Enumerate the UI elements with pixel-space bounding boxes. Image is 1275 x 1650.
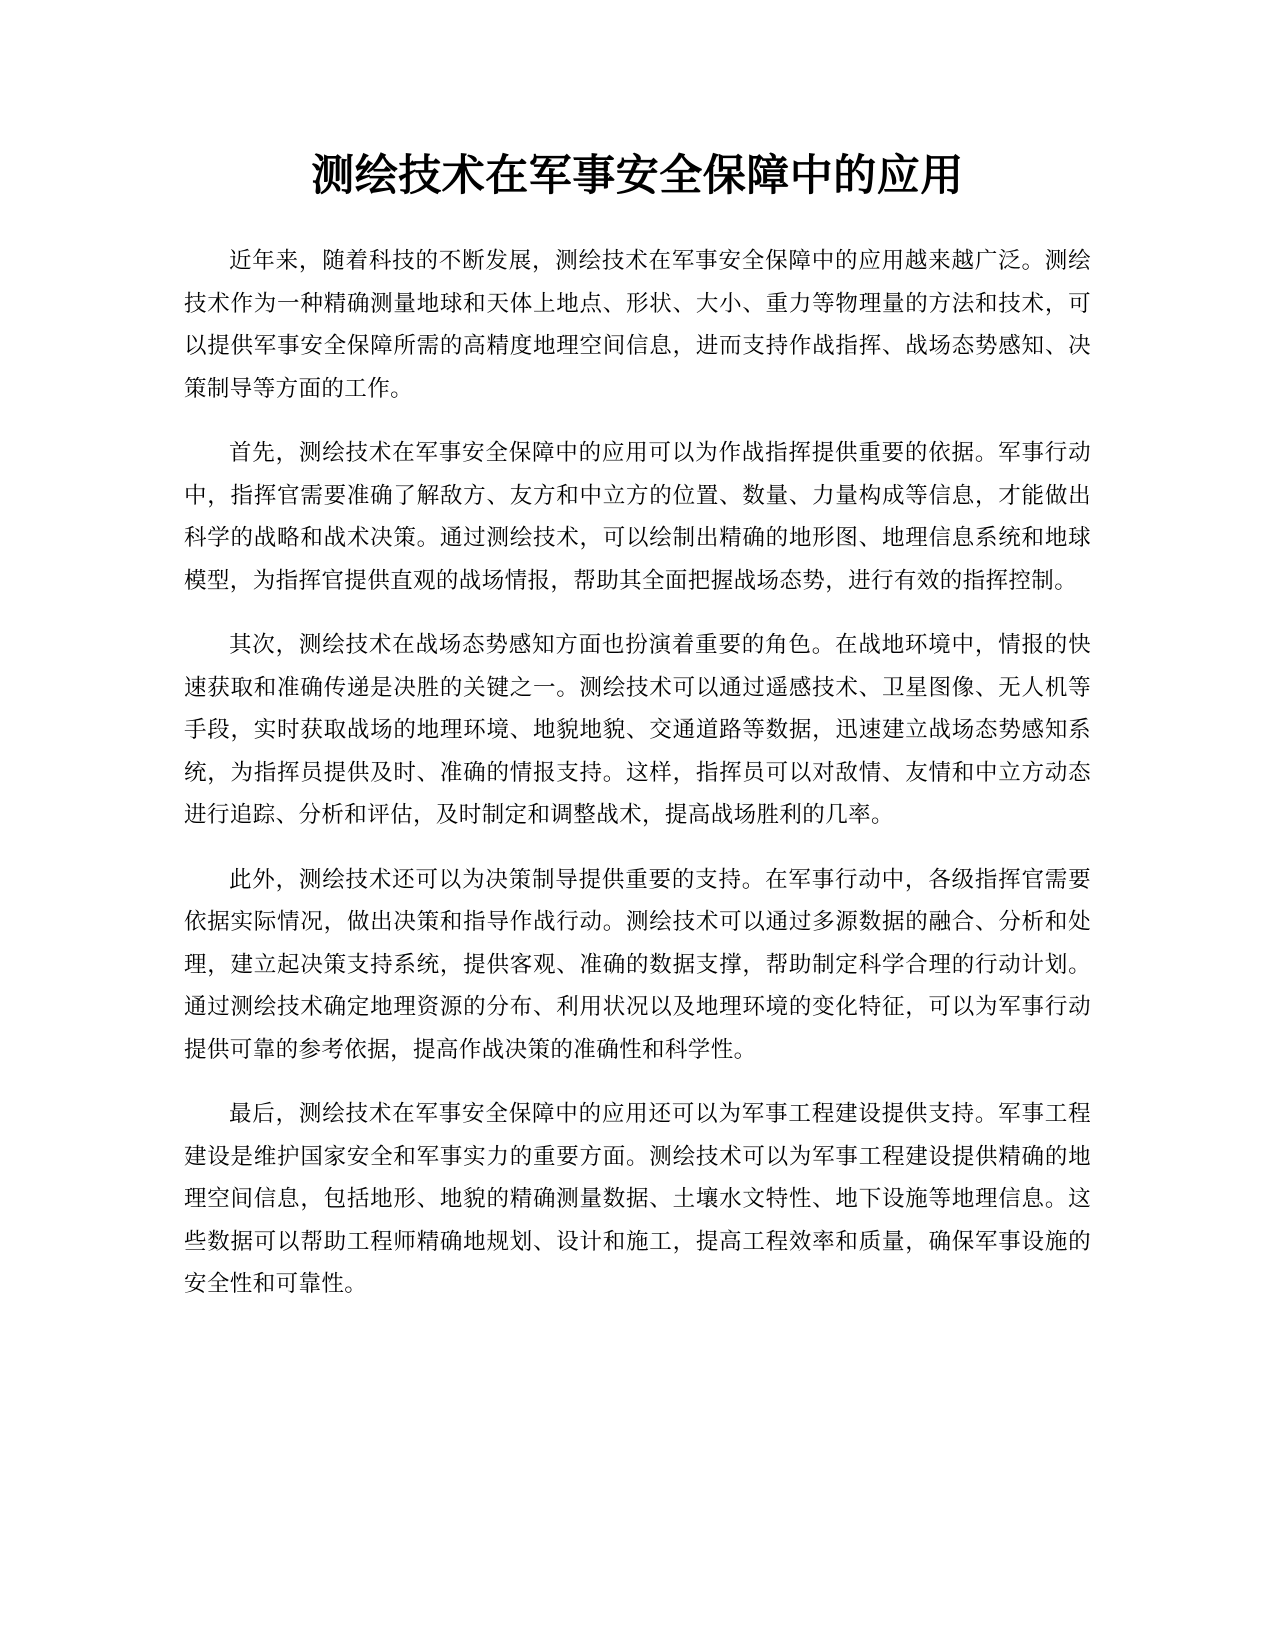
document-title: 测绘技术在军事安全保障中的应用 [311,151,964,201]
paragraph-decision-support: 此外，测绘技术还可以为决策制导提供重要的支持。在军事行动中，各级指挥官需要依据实际情况，做出决策和指导作战行动。测绘技术可以通过多源数据的融合、分析和处理，建立起决策支持系统，提供客观、准确的数据支撑，帮助制定科学合理的行动计划。通过测绘技术确定地理资源的分布、利用状况以及地理环境的变化特征，可以为军事行动提供可靠的参考依据，提高作战决策的准确性和科学性。 [184,866,1091,1063]
paragraph-engineering-support: 最后，测绘技术在军事安全保障中的应用还可以为军事工程建设提供支持。军事工程建设是维护国家安全和军事实力的重要方面。测绘技术可以为军事工程建设提供精确的地理空间信息，包括地形、地貌的精确测量数据、土壤水文特性、地下设施等地理信息。这些数据可以帮助工程师精确地规划、设计和施工，提高工程效率和质量，确保军事设施的安全性和可靠性。 [184,1101,1091,1297]
document-body [184,240,1091,1328]
paragraph-command-support: 首先，测绘技术在军事安全保障中的应用可以为作战指挥提供重要的依据。军事行动中，指挥官需要准确了解敌方、友方和中立方的位置、数量、力量构成等信息，才能做出科学的战略和战术决策。通过测绘技术，可以绘制出精确的地形图、地理信息系统和地球模型，为指挥官提供直观的战场情报，帮助其全面把握战场态势，进行有效的指挥控制。 [184,440,1091,594]
paragraph-intro: 近年来，随着科技的不断发展，测绘技术在军事安全保障中的应用越来越广泛。测绘技术作为一种精确测量地球和天体上地点、形状、大小、重力等物理量的方法和技术，可以提供军事安全保障所需的高精度地理空间信息，进而支持作战指挥、战场态势感知、决策制导等方面的工作。 [184,248,1091,402]
paragraph-situational-awareness: 其次，测绘技术在战场态势感知方面也扮演着重要的角色。在战地环境中，情报的快速获取和准确传递是决胜的关键之一。测绘技术可以通过遥感技术、卫星图像、无人机等手段，实时获取战场的地理环境、地貌地貌、交通道路等数据，迅速建立战场态势感知系统，为指挥员提供及时、准确的情报支持。这样，指挥员可以对敌情、友情和中立方动态进行追踪、分析和评估，及时制定和调整战术，提高战场胜利的几率。 [184,632,1091,828]
